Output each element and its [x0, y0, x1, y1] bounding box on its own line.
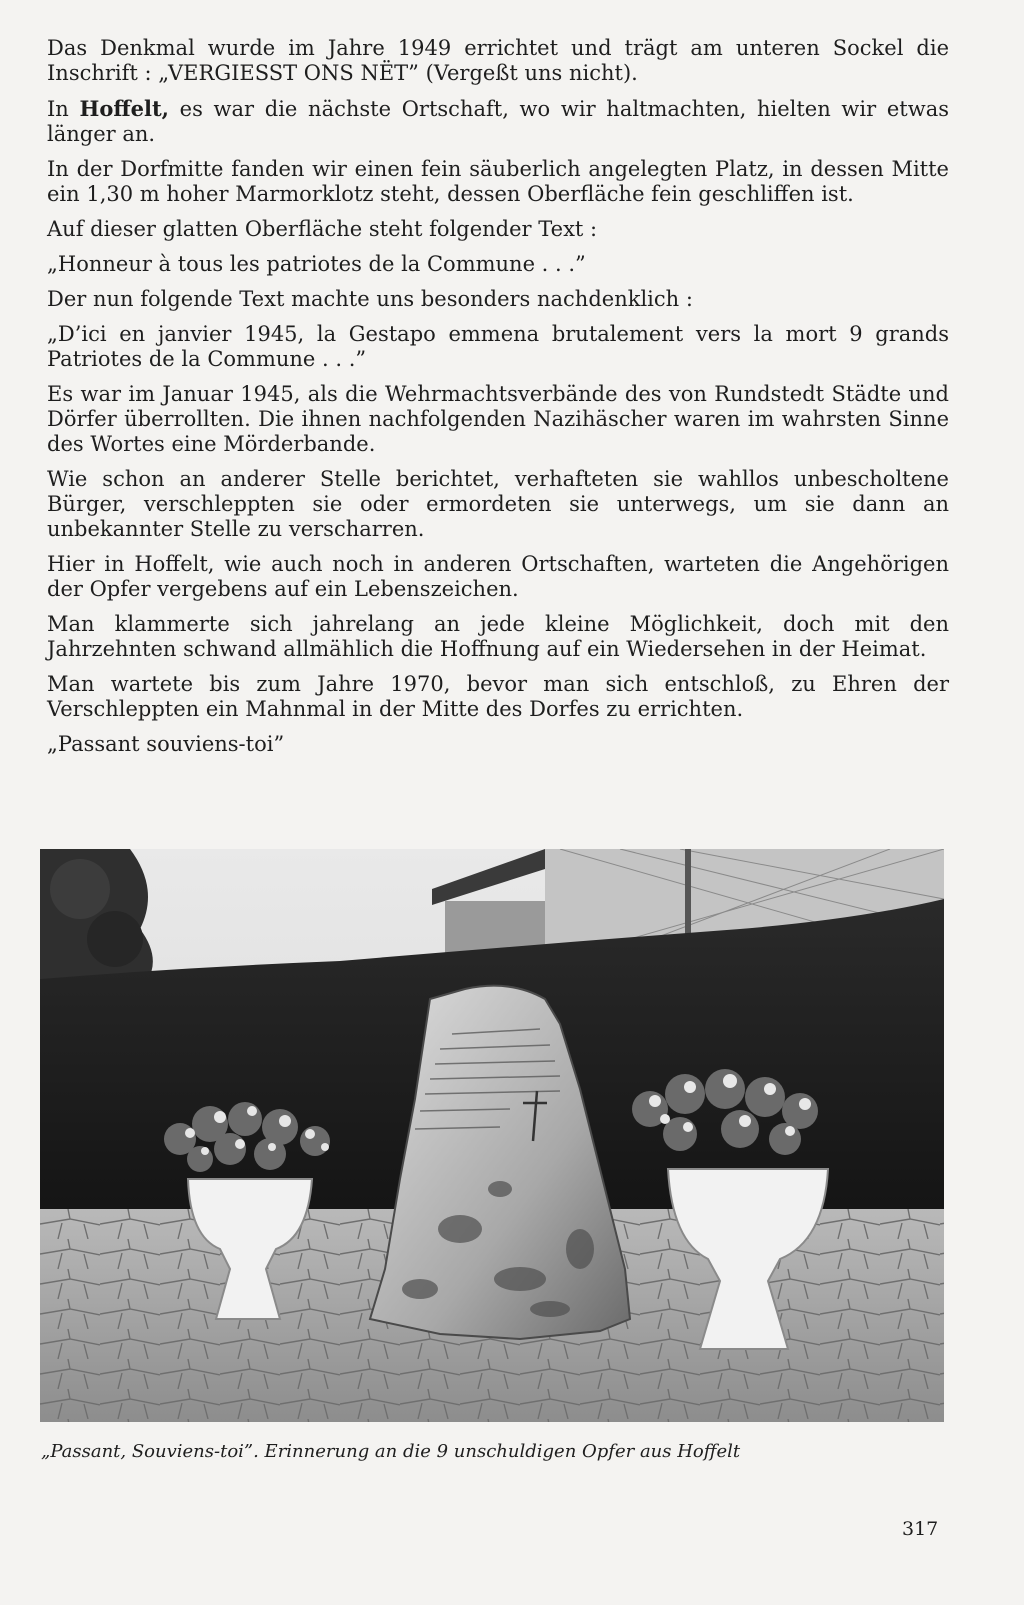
- body-text: [47, 36, 949, 767]
- paragraph-verhafteten: Wie schon an anderer Stelle berichtet, verhafteten sie wahllos unbescholtene Bürger, verschleppten sie oder ermordeten sie unterwegs, um sie dann an unbekannter Stelle zu verscharren.: [47, 467, 949, 541]
- page-number: 317: [902, 1518, 939, 1540]
- quote-passant: „Passant souviens-toi”: [47, 732, 285, 756]
- memorial-photo: [40, 849, 944, 1422]
- paragraph-nachdenklich: Der nun folgende Text machte uns besonders nachdenklich :: [47, 287, 693, 311]
- paragraph-hoffelt: [47, 96, 949, 147]
- paragraph-hoffelt-suffix: es war die nächste Ortschaft, wo wir haltmachten, hielten wir etwas länger an.: [47, 97, 949, 146]
- paragraph-angehoerigen: Hier in Hoffelt, wie auch noch in anderen Ortschaften, warteten die Angehörigen der Opfer vergebens auf ein Lebenszeichen.: [47, 552, 949, 601]
- photo-caption: „Passant, Souviens-toi”. Erinnerung an die 9 unschuldigen Opfer aus Hoffelt: [41, 1441, 741, 1462]
- paragraph-denkmal: Das Denkmal wurde im Jahre 1949 errichtet und trägt am unteren Sockel die Inschrift : „VERGIESST ONS NËT” (Vergeßt uns nicht).: [47, 36, 949, 85]
- quote-gestapo: „D’ici en janvier 1945, la Gestapo emmena brutalement vers la mort 9 grands Patriotes de la Commune . . .”: [47, 322, 949, 371]
- memorial-photo-illustration: [40, 849, 944, 1422]
- paragraph-dorfmitte: In der Dorfmitte fanden wir einen fein säuberlich angelegten Platz, in dessen Mitte ein 1,30 m hoher Marmorklotz steht, dessen Oberfläche fein geschliffen ist.: [47, 157, 949, 206]
- quote-honneur: „Honneur à tous les patriotes de la Commune . . .”: [47, 252, 586, 276]
- paragraph-oberflaeche: Auf dieser glatten Oberfläche steht folgender Text :: [47, 217, 598, 241]
- paragraph-mahnmal: Man wartete bis zum Jahre 1970, bevor man sich entschloß, zu Ehren der Verschleppten ein Mahnmal in der Mitte des Dorfes zu errichten.: [47, 672, 949, 721]
- paragraph-hoffnung: Man klammerte sich jahrelang an jede kleine Möglichkeit, doch mit den Jahrzehnten schwand allmählich die Hoffnung auf ein Wiedersehen in der Heimat.: [47, 612, 949, 661]
- place-name-hoffelt: Hoffelt,: [79, 96, 169, 121]
- paragraph-hoffelt-prefix: In: [47, 97, 80, 121]
- paragraph-januar-1945: Es war im Januar 1945, als die Wehrmachtsverbände des von Rundstedt Städte und Dörfer überrollten. Die ihnen nachfolgenden Nazihäscher waren im wahrsten Sinne des Wortes eine Mörderbande.: [47, 382, 949, 456]
